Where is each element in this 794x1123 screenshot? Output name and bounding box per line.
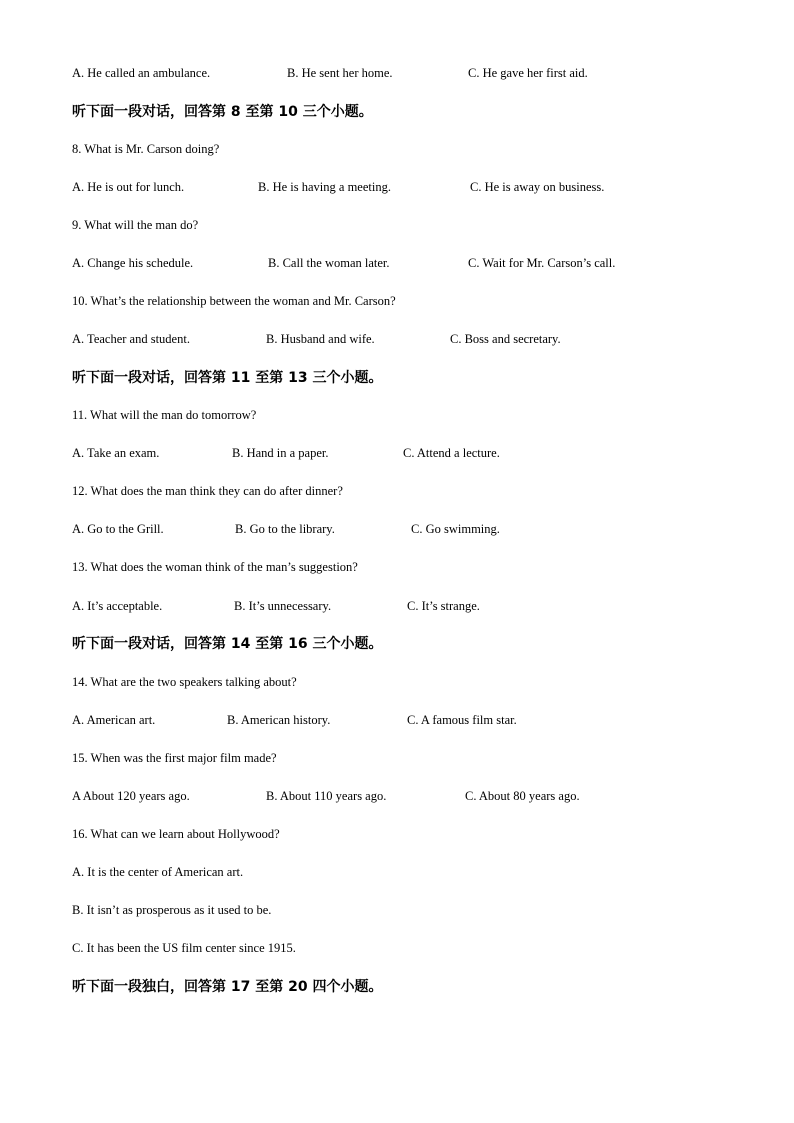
- section-heading: 听下面一段对话，回答第 14 至第 16 三个小题。: [72, 636, 383, 652]
- question-text: 12. What does the man think they can do after dinner?: [72, 484, 343, 498]
- answer-option: C. Wait for Mr. Carson’s call.: [468, 256, 616, 270]
- answer-option: C. Go swimming.: [411, 522, 500, 536]
- answer-option: A. American art.: [72, 713, 156, 727]
- answer-option: C. It’s strange.: [407, 599, 480, 613]
- answer-option: C. About 80 years ago.: [465, 789, 580, 803]
- answer-option: A. Take an exam.: [72, 446, 160, 460]
- answer-option: A. Change his schedule.: [72, 256, 194, 270]
- answer-option: A. Teacher and student.: [72, 332, 190, 346]
- question-text: 9. What will the man do?: [72, 218, 199, 232]
- question-text: B. It isn’t as prosperous as it used to be.: [72, 903, 272, 917]
- question-text: 14. What are the two speakers talking about?: [72, 675, 297, 689]
- answer-option: C. Attend a lecture.: [403, 446, 500, 460]
- section-heading: 听下面一段对话，回答第 11 至第 13 三个小题。: [72, 370, 383, 386]
- answer-option: A About 120 years ago.: [72, 789, 190, 803]
- answer-option: B. Hand in a paper.: [232, 446, 329, 460]
- answer-option: B. He sent her home.: [287, 66, 393, 80]
- answer-option: A. He is out for lunch.: [72, 180, 185, 194]
- answer-option: C. A famous film star.: [407, 713, 517, 727]
- question-text: 10. What’s the relationship between the woman and Mr. Carson?: [72, 294, 396, 308]
- answer-option: A. It’s acceptable.: [72, 599, 163, 613]
- answer-option: B. It’s unnecessary.: [234, 599, 332, 613]
- answer-option: B. American history.: [227, 713, 331, 727]
- answer-option: C. He gave her first aid.: [468, 66, 588, 80]
- section-heading: 听下面一段独白，回答第 17 至第 20 四个小题。: [72, 979, 383, 995]
- answer-option: B. Call the woman later.: [268, 256, 390, 270]
- answer-option: C. Boss and secretary.: [450, 332, 561, 346]
- question-text: C. It has been the US film center since 1915.: [72, 941, 296, 955]
- question-text: 16. What can we learn about Hollywood?: [72, 827, 280, 841]
- answer-option: B. He is having a meeting.: [258, 180, 391, 194]
- answer-option: B. Husband and wife.: [266, 332, 375, 346]
- question-text: 11. What will the man do tomorrow?: [72, 408, 257, 422]
- section-heading: 听下面一段对话，回答第 8 至第 10 三个小题。: [72, 104, 373, 120]
- answer-option: A. Go to the Grill.: [72, 522, 164, 536]
- question-text: A. It is the center of American art.: [72, 865, 244, 879]
- answer-option: B. About 110 years ago.: [266, 789, 387, 803]
- answer-option: B. Go to the library.: [235, 522, 335, 536]
- answer-option: C. He is away on business.: [470, 180, 605, 194]
- question-text: 8. What is Mr. Carson doing?: [72, 142, 220, 156]
- question-text: 15. When was the first major film made?: [72, 751, 277, 765]
- answer-option: A. He called an ambulance.: [72, 66, 211, 80]
- question-text: 13. What does the woman think of the man’s suggestion?: [72, 560, 358, 574]
